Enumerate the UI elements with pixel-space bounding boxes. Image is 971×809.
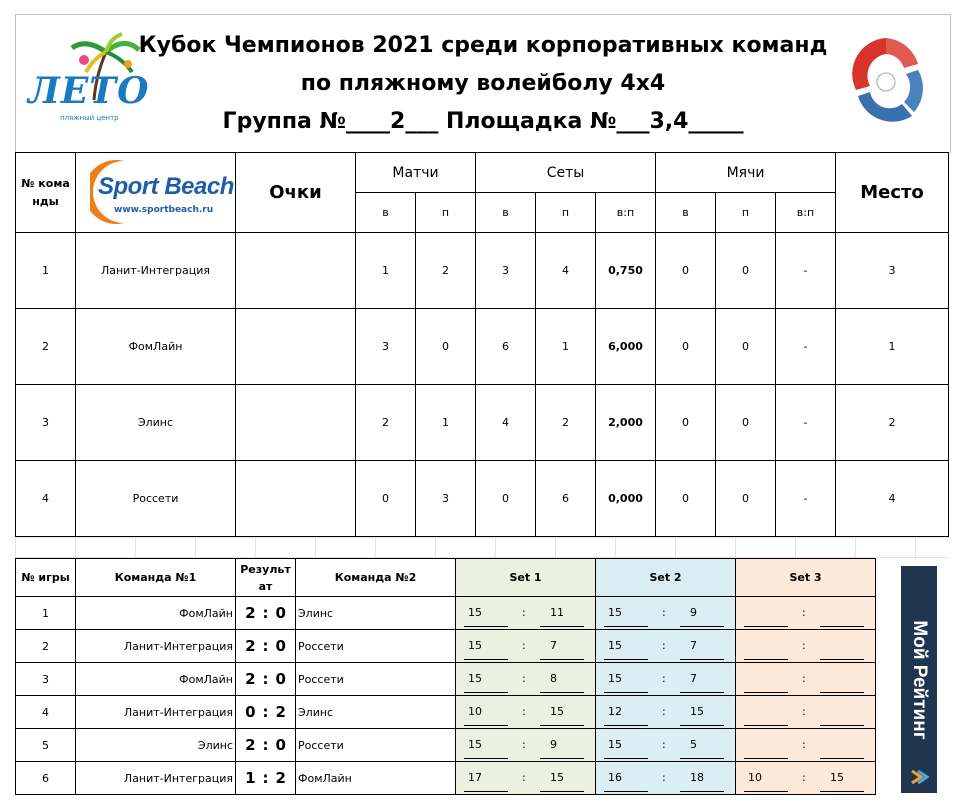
game-team2: Россети bbox=[296, 729, 456, 762]
matches-won: 1 bbox=[356, 233, 416, 309]
sets-lost: 6 bbox=[536, 461, 596, 537]
team-points bbox=[236, 233, 356, 309]
set1-underline-team2 bbox=[540, 659, 584, 660]
game-team2: Россети bbox=[296, 663, 456, 696]
leto-logo-text: ЛЕТО bbox=[28, 70, 150, 112]
table-row bbox=[16, 309, 949, 385]
team-place: 3 bbox=[836, 233, 949, 309]
my-rating-text: Мой Рейтинг bbox=[909, 619, 930, 740]
set1-underline-team2 bbox=[540, 626, 584, 627]
set1-separator: : bbox=[522, 606, 526, 619]
set2-underline-team2 bbox=[680, 626, 724, 627]
header-sets-l: п bbox=[536, 193, 596, 233]
game-set1 bbox=[456, 597, 596, 630]
header-matches: Матчи bbox=[356, 153, 476, 193]
game-result-team1: 0 bbox=[245, 703, 256, 721]
set3-underline-team1 bbox=[744, 692, 788, 693]
set1-score-team1: 15 bbox=[468, 672, 482, 685]
set2-underline-team1 bbox=[604, 692, 648, 693]
set2-score-team2: 15 bbox=[690, 705, 704, 718]
set2-underline-team1 bbox=[604, 791, 648, 792]
matches-won: 0 bbox=[356, 461, 416, 537]
matches-lost: 3 bbox=[416, 461, 476, 537]
game-result-separator: : bbox=[262, 604, 269, 622]
table-row bbox=[16, 729, 876, 762]
balls-won: 0 bbox=[656, 233, 716, 309]
balls-ratio: - bbox=[776, 385, 836, 461]
team-no: 1 bbox=[16, 233, 76, 309]
game-team1: Ланит-Интеграция bbox=[76, 630, 236, 663]
matches-lost: 1 bbox=[416, 385, 476, 461]
set1-underline-team2 bbox=[540, 725, 584, 726]
set2-score-team2: 7 bbox=[690, 672, 697, 685]
matches-lost: 2 bbox=[416, 233, 476, 309]
set2-score-team2: 9 bbox=[690, 606, 697, 619]
sets-lost: 4 bbox=[536, 233, 596, 309]
game-set2 bbox=[596, 762, 736, 795]
game-set2 bbox=[596, 597, 736, 630]
set1-score-team2: 9 bbox=[550, 738, 557, 751]
team-no: 2 bbox=[16, 309, 76, 385]
sets-lost: 2 bbox=[536, 385, 596, 461]
set2-underline-team2 bbox=[680, 758, 724, 759]
set3-underline-team2 bbox=[820, 791, 864, 792]
set2-score-team2: 5 bbox=[690, 738, 697, 751]
header-team2: Команда №2 bbox=[296, 559, 456, 597]
set2-underline-team1 bbox=[604, 659, 648, 660]
title-block bbox=[15, 14, 951, 153]
team-name: Россети bbox=[76, 461, 236, 537]
set1-underline-team1 bbox=[464, 659, 508, 660]
game-set2 bbox=[596, 630, 736, 663]
set1-underline-team1 bbox=[464, 626, 508, 627]
header-game-no: № игры bbox=[16, 559, 76, 597]
federation-logo-icon bbox=[848, 30, 924, 132]
set1-score-team1: 10 bbox=[468, 705, 482, 718]
set2-underline-team1 bbox=[604, 626, 648, 627]
game-result-team2: 0 bbox=[275, 736, 286, 754]
game-result-separator: : bbox=[262, 637, 269, 655]
table-row bbox=[16, 233, 949, 309]
set2-underline-team2 bbox=[680, 659, 724, 660]
game-result-separator: : bbox=[262, 736, 269, 754]
team-name: Элинс bbox=[76, 385, 236, 461]
header-sets-ratio: в:п bbox=[596, 193, 656, 233]
set2-score-team1: 16 bbox=[608, 771, 622, 784]
set3-score-team2: 15 bbox=[830, 771, 844, 784]
game-result-team2: 0 bbox=[275, 670, 286, 688]
balls-ratio: - bbox=[776, 233, 836, 309]
game-team2: Россети bbox=[296, 630, 456, 663]
game-set1 bbox=[456, 663, 596, 696]
set3-underline-team1 bbox=[744, 791, 788, 792]
sportbeach-logo-text: Sport Beach bbox=[98, 173, 234, 200]
game-team1: Ланит-Интеграция bbox=[76, 762, 236, 795]
set1-underline-team2 bbox=[540, 791, 584, 792]
set2-score-team1: 12 bbox=[608, 705, 622, 718]
game-result-team1: 2 bbox=[245, 637, 256, 655]
set1-score-team2: 8 bbox=[550, 672, 557, 685]
team-no: 3 bbox=[16, 385, 76, 461]
balls-ratio: - bbox=[776, 309, 836, 385]
game-team2: Элинс bbox=[296, 696, 456, 729]
team-place: 4 bbox=[836, 461, 949, 537]
header-set1: Set 1 bbox=[456, 559, 596, 597]
game-result bbox=[236, 729, 296, 762]
header-points: Очки bbox=[236, 153, 356, 233]
sportbeach-logo-url: www.sportbeach.ru bbox=[114, 205, 214, 215]
set1-score-team1: 15 bbox=[468, 738, 482, 751]
game-no: 3 bbox=[16, 663, 76, 696]
set3-underline-team1 bbox=[744, 659, 788, 660]
game-result-separator: : bbox=[262, 670, 269, 688]
game-result bbox=[236, 630, 296, 663]
header-balls: Мячи bbox=[656, 153, 836, 193]
chevron-icon bbox=[909, 767, 929, 787]
set3-separator: : bbox=[802, 639, 806, 652]
header-matches-w: в bbox=[356, 193, 416, 233]
game-result-team1: 2 bbox=[245, 736, 256, 754]
table-row bbox=[16, 696, 876, 729]
sets-ratio: 2,000 bbox=[596, 385, 656, 461]
set2-score-team1: 15 bbox=[608, 672, 622, 685]
sets-ratio: 0,750 bbox=[596, 233, 656, 309]
game-result bbox=[236, 762, 296, 795]
sportbeach-logo-cell bbox=[76, 153, 236, 233]
sportbeach-logo bbox=[90, 159, 234, 225]
team-place: 2 bbox=[836, 385, 949, 461]
set2-underline-team2 bbox=[680, 692, 724, 693]
game-result bbox=[236, 597, 296, 630]
team-place: 1 bbox=[836, 309, 949, 385]
header-sets: Сеты bbox=[476, 153, 656, 193]
game-result bbox=[236, 663, 296, 696]
game-result-separator: : bbox=[262, 703, 269, 721]
game-team2: Элинс bbox=[296, 597, 456, 630]
set2-separator: : bbox=[662, 639, 666, 652]
balls-ratio: - bbox=[776, 461, 836, 537]
set2-separator: : bbox=[662, 738, 666, 751]
game-result-team2: 0 bbox=[275, 637, 286, 655]
game-result-separator: : bbox=[262, 769, 269, 787]
set3-underline-team2 bbox=[820, 692, 864, 693]
set2-separator: : bbox=[662, 606, 666, 619]
standings-table bbox=[15, 152, 949, 537]
game-set3 bbox=[736, 597, 876, 630]
team-points bbox=[236, 309, 356, 385]
sets-won: 0 bbox=[476, 461, 536, 537]
set2-underline-team1 bbox=[604, 725, 648, 726]
matches-won: 3 bbox=[356, 309, 416, 385]
game-result bbox=[236, 696, 296, 729]
set1-score-team1: 17 bbox=[468, 771, 482, 784]
matches-lost: 0 bbox=[416, 309, 476, 385]
set1-score-team1: 15 bbox=[468, 639, 482, 652]
table-row bbox=[16, 461, 949, 537]
game-team1: ФомЛайн bbox=[76, 597, 236, 630]
balls-lost: 0 bbox=[716, 233, 776, 309]
game-set3 bbox=[736, 696, 876, 729]
set2-score-team1: 15 bbox=[608, 639, 622, 652]
team-name: ФомЛайн bbox=[76, 309, 236, 385]
leto-logo-subtext: пляжный центр bbox=[60, 114, 119, 122]
game-set2 bbox=[596, 663, 736, 696]
title-line-2: по пляжному волейболу 4х4 bbox=[300, 71, 666, 96]
set3-separator: : bbox=[802, 771, 806, 784]
set2-separator: : bbox=[662, 705, 666, 718]
set1-score-team2: 11 bbox=[550, 606, 564, 619]
game-result-team2: 2 bbox=[275, 769, 286, 787]
header-balls-ratio: в:п bbox=[776, 193, 836, 233]
set2-underline-team2 bbox=[680, 725, 724, 726]
set1-underline-team1 bbox=[464, 791, 508, 792]
balls-won: 0 bbox=[656, 385, 716, 461]
balls-won: 0 bbox=[656, 461, 716, 537]
title-line-1: Кубок Чемпионов 2021 среди корпоративных команд bbox=[138, 33, 828, 58]
sets-won: 4 bbox=[476, 385, 536, 461]
set3-separator: : bbox=[802, 738, 806, 751]
header-balls-w: в bbox=[656, 193, 716, 233]
game-no: 6 bbox=[16, 762, 76, 795]
game-set1 bbox=[456, 630, 596, 663]
sets-ratio: 0,000 bbox=[596, 461, 656, 537]
set1-separator: : bbox=[522, 771, 526, 784]
set1-separator: : bbox=[522, 738, 526, 751]
team-no: 4 bbox=[16, 461, 76, 537]
header-balls-l: п bbox=[716, 193, 776, 233]
set3-separator: : bbox=[802, 606, 806, 619]
header-place: Место bbox=[836, 153, 949, 233]
game-team2: ФомЛайн bbox=[296, 762, 456, 795]
set1-score-team2: 7 bbox=[550, 639, 557, 652]
set3-underline-team2 bbox=[820, 725, 864, 726]
team-points bbox=[236, 461, 356, 537]
header-matches-l: п bbox=[416, 193, 476, 233]
set2-separator: : bbox=[662, 672, 666, 685]
game-result-team1: 2 bbox=[245, 604, 256, 622]
table-row bbox=[16, 385, 949, 461]
header-team1: Команда №1 bbox=[76, 559, 236, 597]
game-set1 bbox=[456, 696, 596, 729]
set3-separator: : bbox=[802, 672, 806, 685]
game-team1: ФомЛайн bbox=[76, 663, 236, 696]
header-set3: Set 3 bbox=[736, 559, 876, 597]
game-set3 bbox=[736, 663, 876, 696]
sets-won: 6 bbox=[476, 309, 536, 385]
sets-won: 3 bbox=[476, 233, 536, 309]
header-team-no: № команды bbox=[16, 153, 76, 233]
title-line-3: Группа №____2___ Площадка №___3,4_____ bbox=[222, 109, 744, 134]
sheet-grid-middle bbox=[15, 537, 949, 558]
set3-underline-team2 bbox=[820, 626, 864, 627]
balls-lost: 0 bbox=[716, 385, 776, 461]
header-sets-w: в bbox=[476, 193, 536, 233]
game-set2 bbox=[596, 729, 736, 762]
header-set2: Set 2 bbox=[596, 559, 736, 597]
set2-score-team1: 15 bbox=[608, 738, 622, 751]
game-no: 5 bbox=[16, 729, 76, 762]
set1-underline-team1 bbox=[464, 692, 508, 693]
set1-score-team2: 15 bbox=[550, 771, 564, 784]
table-row bbox=[16, 762, 876, 795]
leto-logo bbox=[24, 30, 150, 130]
federation-logo bbox=[848, 30, 924, 132]
game-set2 bbox=[596, 696, 736, 729]
game-result-team2: 2 bbox=[275, 703, 286, 721]
set3-underline-team2 bbox=[820, 758, 864, 759]
sets-lost: 1 bbox=[536, 309, 596, 385]
table-row bbox=[16, 597, 876, 630]
set3-score-team1: 10 bbox=[748, 771, 762, 784]
game-set3 bbox=[736, 630, 876, 663]
game-team1: Элинс bbox=[76, 729, 236, 762]
sets-ratio: 6,000 bbox=[596, 309, 656, 385]
set2-separator: : bbox=[662, 771, 666, 784]
set2-underline-team1 bbox=[604, 758, 648, 759]
set1-separator: : bbox=[522, 639, 526, 652]
set3-underline-team2 bbox=[820, 659, 864, 660]
team-name: Ланит-Интеграция bbox=[76, 233, 236, 309]
game-no: 2 bbox=[16, 630, 76, 663]
header-result: Результат bbox=[236, 559, 296, 597]
set1-separator: : bbox=[522, 705, 526, 718]
set3-underline-team1 bbox=[744, 758, 788, 759]
balls-won: 0 bbox=[656, 309, 716, 385]
set2-score-team1: 15 bbox=[608, 606, 622, 619]
games-table bbox=[15, 558, 876, 795]
table-row bbox=[16, 630, 876, 663]
game-set3 bbox=[736, 762, 876, 795]
set3-underline-team1 bbox=[744, 725, 788, 726]
game-set1 bbox=[456, 729, 596, 762]
set3-underline-team1 bbox=[744, 626, 788, 627]
set1-underline-team2 bbox=[540, 692, 584, 693]
set1-underline-team1 bbox=[464, 758, 508, 759]
set1-score-team2: 15 bbox=[550, 705, 564, 718]
game-result-team2: 0 bbox=[275, 604, 286, 622]
game-no: 1 bbox=[16, 597, 76, 630]
balls-lost: 0 bbox=[716, 309, 776, 385]
set2-score-team2: 18 bbox=[690, 771, 704, 784]
set1-score-team1: 15 bbox=[468, 606, 482, 619]
set1-underline-team2 bbox=[540, 758, 584, 759]
balls-lost: 0 bbox=[716, 461, 776, 537]
game-result-team1: 2 bbox=[245, 670, 256, 688]
set1-underline-team1 bbox=[464, 725, 508, 726]
set1-separator: : bbox=[522, 672, 526, 685]
team-points bbox=[236, 385, 356, 461]
set3-separator: : bbox=[802, 705, 806, 718]
game-set3 bbox=[736, 729, 876, 762]
set2-score-team2: 7 bbox=[690, 639, 697, 652]
game-team1: Ланит-Интеграция bbox=[76, 696, 236, 729]
my-rating-banner bbox=[901, 566, 937, 793]
set2-underline-team2 bbox=[680, 791, 724, 792]
table-row bbox=[16, 663, 876, 696]
game-no: 4 bbox=[16, 696, 76, 729]
game-result-team1: 1 bbox=[245, 769, 256, 787]
matches-won: 2 bbox=[356, 385, 416, 461]
game-set1 bbox=[456, 762, 596, 795]
